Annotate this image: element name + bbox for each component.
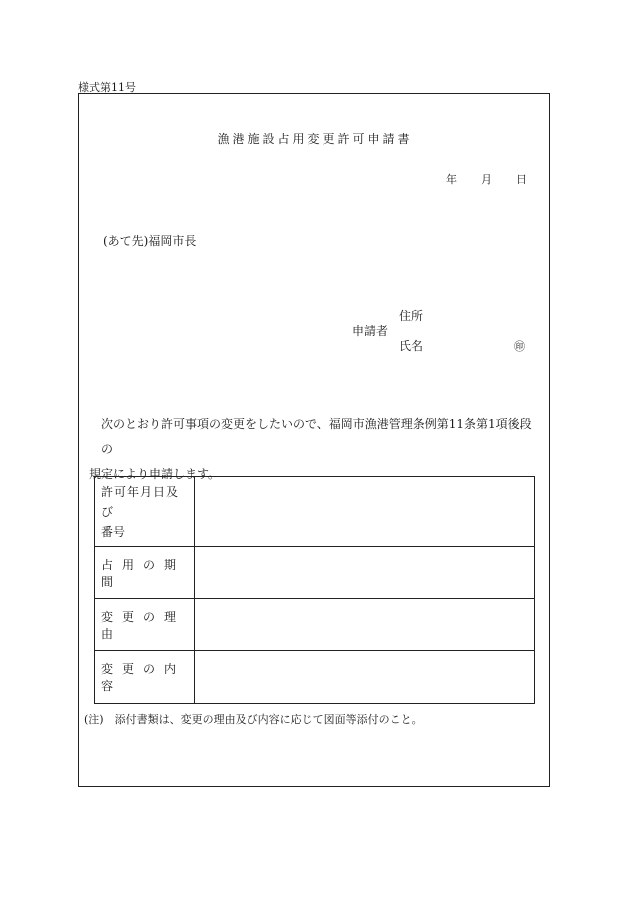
- row-label-line: 番号: [101, 524, 126, 539]
- row-value-permit-date-number[interactable]: [195, 477, 535, 547]
- row-label-line: 許可年月日及び: [101, 484, 180, 519]
- table-row: [95, 477, 535, 547]
- name-label: 氏名: [399, 339, 424, 353]
- seal-mark: ㊞: [514, 340, 525, 353]
- table-row: [95, 651, 535, 704]
- addressee: (あて先)福岡市長: [103, 234, 197, 248]
- date-year: 年: [446, 173, 457, 186]
- date-month: 月: [481, 173, 492, 186]
- date-day: 日: [516, 173, 527, 186]
- row-label-permit-date-number: [95, 477, 195, 547]
- applicant-label: 申請者: [352, 324, 389, 338]
- request-body-line2: 規定により申請します。: [89, 467, 221, 481]
- table-row: [95, 547, 535, 599]
- row-label-change-content: 変更の内容: [95, 651, 195, 704]
- row-label-occupancy-period: 占用の期間: [95, 547, 195, 599]
- form-title: 漁港施設占用変更許可申請書: [217, 132, 413, 146]
- row-value-change-reason[interactable]: [195, 599, 535, 651]
- address-label: 住所: [399, 309, 424, 323]
- row-value-change-content[interactable]: [195, 651, 535, 704]
- attachment-note: (注) 添付書類は、変更の理由及び内容に応じて図面等添付のこと。: [84, 713, 423, 726]
- row-label-change-reason: 変更の理由: [95, 599, 195, 651]
- application-table: [94, 476, 535, 704]
- row-value-occupancy-period[interactable]: [195, 547, 535, 599]
- form-number: 様式第11号: [78, 81, 136, 94]
- table-row: [95, 599, 535, 651]
- request-body-line1: 次のとおり許可事項の変更をしたいので、福岡市漁港管理条例第11条第1項後段の: [101, 417, 532, 456]
